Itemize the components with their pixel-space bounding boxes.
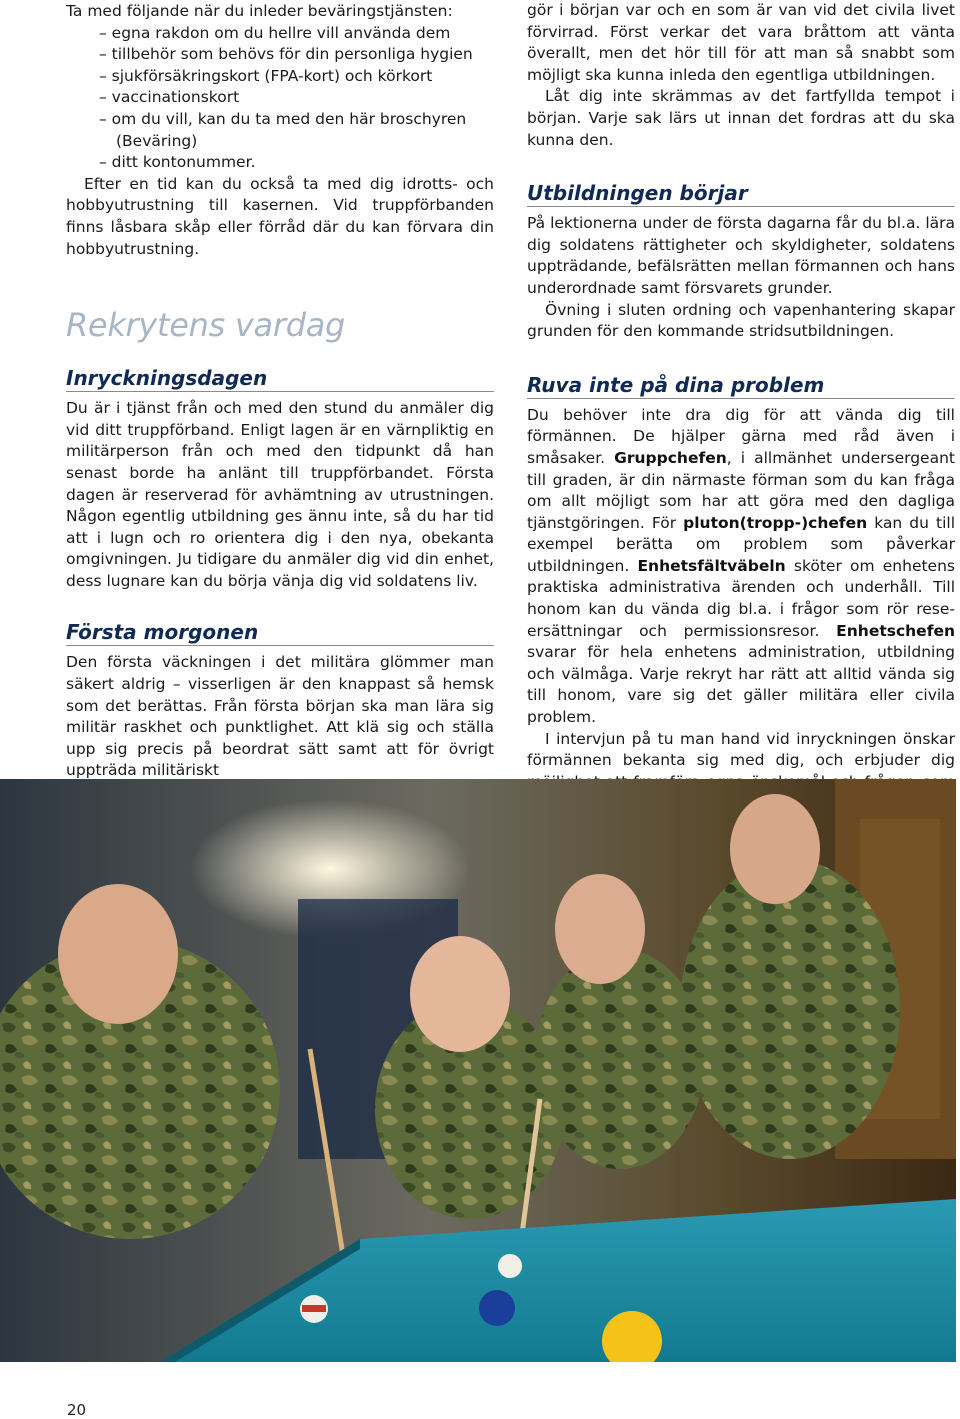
face-left <box>58 884 178 1024</box>
photo-illustration <box>0 779 956 1362</box>
section-title: Rekrytens vardag <box>66 306 346 345</box>
intervju-paragraph: I intervjun på tu man hand vid inryckningen önskar förmännen bekanta sig med dig, och erbjuder dig <box>527 729 955 770</box>
photo-soldiers-playing-pool <box>0 779 956 1362</box>
hobby-paragraph: Efter en tid kan du också ta med dig idrotts- och hobbyutrustning till kasernen. Vid truppförbanden finns låsbara skåp eller förråd där du kan förvara din hobbyutrustning. <box>66 174 494 258</box>
inryckningsdagen-paragraph: Du är i tjänst från och med den stund du anmäler dig vid ditt truppförband. Enligt lagen är en värnpliktig en militärperson från och med den tidpunkt då han senast borde ha anlänt till truppförbandet. Första dagen är reserverad för avhämtning av utrustningen. Någon egentlig utbildning ges ännu inte, så du har tid att i lugn och ro orientera dig i den nya, obekanta omgivningen. Ju tidigare du anmäler dig vid din enhet, dess lugnare kan du börja vänja dig vid soldatens liv. <box>66 399 494 590</box>
list-item: – sjukförsäkringskort (FPA-kort) och körkort <box>99 66 433 85</box>
heading-ruva-inte: Ruva inte på dina problem <box>527 373 955 399</box>
utbildningen-paragraph: På lektionerna under de första dagarna får du bl.a. lära dig soldatens rättigheter och skyldigheter, soldatens uppträdande, befälsrätten mellan förmannen och hans underordnade samt försvarets grunder. <box>527 214 955 297</box>
ruva-paragraph: Du behöver inte dra dig för att vända dig till förmännen. De hjälper gärna med råd även i småsaker. Gruppchefen, i allmänhet undersergeant till graden, är din närmaste förman som du kan fråga om allt möjligt som har att göra med den dagliga tjänstgöringen. För pluton(tropp-)chefen kan du till exempel berätta om problem som påverkar utbildningen. Enhetsfältväbeln sköter om enhetens praktiska administrativa ärenden och underhåll. Till honom kan du vända dig bl.a. i frågor som rör reseersättningar och permissionsresor. Enhetschefen svarar för hela enhetens administration, utbildning och välmåga. Varje rekryt har rätt att alltid vända sig till honom, vare sig det gäller militära eller civila problem. <box>527 405 956 727</box>
heading-inryckningsdagen: Inryckningsdagen <box>66 366 494 392</box>
term-enhetsfaltvabeln: Enhetsfältväbeln <box>637 556 786 575</box>
page-number: 20 <box>67 1401 87 1419</box>
checklist <box>66 23 494 174</box>
term-plutonchefen: pluton(tropp-)chefen <box>683 513 868 532</box>
cue-ball <box>498 1254 522 1278</box>
continued-paragraph: gör i början var och en som är van vid det civila livet förvirrad. Först verkar det vara bråttom att vänta överallt, men det hör till för att man så snabbt som möjligt ska kunna inleda den egentliga utbildningen. <box>527 1 955 84</box>
term-enhetschefen: Enhetschefen <box>836 621 955 640</box>
soldier-glasses <box>535 949 705 1169</box>
left-column <box>66 0 494 782</box>
face-center <box>410 936 510 1052</box>
blue-ball <box>479 1290 515 1326</box>
tempo-paragraph: Låt dig inte skrämmas av det fartfyllda tempot i början. Varje sak lärs ut innan det fordras att du ska kunna den. <box>527 87 955 149</box>
list-item: – ditt kontonummer. <box>99 153 256 172</box>
heading-utbildningen-borjar: Utbildningen börjar <box>527 181 955 207</box>
list-item: – om du vill, kan du ta med den här broschyren (Beväring) <box>99 109 467 150</box>
right-column <box>527 0 955 815</box>
forsta-morgonen-paragraph: Den första väckningen i det militära glömmer man säkert aldrig – visserligen är den knappast så hemsk som det berättas. Från första början ska man lära sig militär raskhet och punktlighet. Att klä sig och ställa upp sig precis på beordrat sätt samt att för övrigt uppträda militäriskt <box>66 653 494 780</box>
term-gruppchefen: Gruppchefen <box>614 448 727 467</box>
list-item: – egna rakdon om du hellre vill använda dem <box>99 23 451 42</box>
ovning-paragraph: Övning i sluten ordning och vapenhantering skapar grunden för den kommande stridsutbildningen. <box>527 300 955 341</box>
list-item: – vaccinationskort <box>99 88 240 107</box>
soldier-arms-crossed <box>680 859 900 1159</box>
intro-text: Ta med följande när du inleder beväringstjänsten: <box>66 2 453 20</box>
list-item: – tillbehör som behövs för din personliga hygien <box>99 45 473 64</box>
heading-forsta-morgonen: Första morgonen <box>66 620 494 646</box>
